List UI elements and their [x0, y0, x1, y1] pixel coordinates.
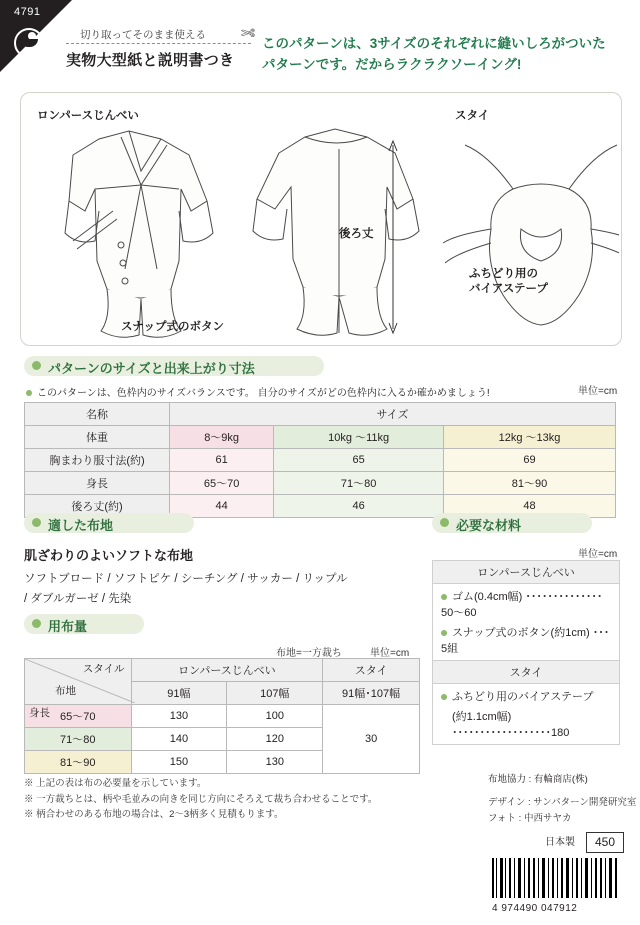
list-item: [433, 624, 619, 660]
cell: 8〜9kg: [170, 426, 274, 449]
material-text: ふちどり用のバイアステープ: [452, 691, 594, 703]
cut-banner-line2: 実物大型紙と説明書つき: [66, 52, 235, 69]
bib-label: スタイ: [455, 110, 490, 122]
yardage-table: [24, 658, 420, 774]
headline-line1: このパターンは、3サイズのそれぞれに縫いしろがついた: [262, 36, 606, 51]
headline-line2: パターンです。だからラクラクソーイング!: [262, 56, 522, 72]
back-length-label: 後ろ丈: [339, 228, 374, 240]
fabric-body: [24, 570, 348, 609]
fabric-body-line1: ソフトブロード / ソフトピケ / シーチング / サッカー / リップル: [24, 573, 348, 585]
size-th-size: サイズ: [170, 403, 616, 426]
credit-photo: フォト : 中西サヤカ: [488, 813, 572, 825]
yardage-section-title: 用布量: [48, 619, 88, 634]
size-unit: 単位=cm: [578, 386, 618, 397]
bias-tape-label-2: バイアステープ: [469, 283, 548, 295]
yardage-section-dot: [32, 619, 41, 628]
cell: 69: [444, 449, 616, 472]
cell: 65: [274, 449, 444, 472]
materials-section-title: 必要な材料: [456, 518, 522, 533]
fabric-section-dot: [32, 518, 41, 527]
size-note-text: このパターンは、色枠内のサイズバランスです。 自分のサイズがどの色枠内に入るか確かめましょう!: [37, 388, 490, 399]
price-badge: 450: [586, 832, 624, 853]
size-section-dot: [32, 361, 41, 370]
row-label: 71〜80: [25, 728, 132, 751]
yardage-col-romper: ロンパースじんべい: [131, 659, 323, 682]
footnotes: [24, 776, 444, 823]
yardage-subcol-107: 107幅: [227, 682, 323, 705]
credits: [488, 795, 636, 827]
row-label: 後ろ丈(約): [25, 495, 170, 518]
row-label: 65〜70: [25, 705, 132, 728]
yardage-subcol-bib: 91幅･107幅: [323, 682, 420, 705]
yardage-height-label: 身長: [29, 707, 50, 719]
materials-box: [432, 560, 620, 745]
barcode: [492, 858, 620, 906]
table-row: [25, 449, 616, 472]
list-bullet-icon: [441, 694, 447, 700]
table-row: [25, 426, 616, 449]
cell-bib-value: 30: [323, 705, 420, 774]
cell: 10kg 〜11kg: [274, 426, 444, 449]
row-label: 胸まわり服寸法(約): [25, 449, 170, 472]
table-row: [25, 472, 616, 495]
cell: 61: [170, 449, 274, 472]
illustration-panel: [20, 92, 622, 346]
dashed-cut-line: [66, 43, 251, 44]
fabric-section-title: 適した布地: [48, 518, 114, 533]
yardage-fabric-label: 布地: [55, 685, 76, 697]
cell: 130: [227, 751, 323, 774]
headline: [262, 34, 624, 76]
row-label: 身長: [25, 472, 170, 495]
cut-banner: [66, 24, 255, 80]
list-bullet-icon: [441, 630, 447, 636]
size-section-note: [26, 384, 490, 399]
garment-illustrations: [21, 93, 619, 343]
materials-group1-title: ロンパースじんべい: [433, 561, 619, 584]
bias-tape-label-1: ふちどり用の: [469, 268, 538, 280]
yardage-cut-note: 布地=一方裁ち: [276, 648, 342, 659]
yardage-style-label: スタイル: [82, 663, 125, 675]
fabric-subtitle: 肌ざわりのよいソフトな布地: [24, 548, 194, 563]
material-text: スナップ式のボタン(約1cm) ･･･ 5組: [441, 627, 610, 655]
made-in-label: 日本製: [545, 837, 575, 848]
cell: 150: [131, 751, 227, 774]
materials-group2-title: スタイ: [433, 660, 619, 684]
list-bullet-icon: [441, 594, 447, 600]
cell: 81〜90: [444, 472, 616, 495]
cell: 120: [227, 728, 323, 751]
list-item: [433, 684, 619, 708]
yardage-col-bib: スタイ: [323, 659, 420, 682]
yardage-unit: 単位=cm: [370, 648, 410, 659]
pattern-number: 4791: [14, 6, 41, 18]
footnote-1: ※ 上記の表は布の必要量を示しています。: [24, 778, 207, 789]
romper-label: ロンパースじんべい: [37, 110, 139, 122]
material-text: ゴム(0.4cm幅) ･･････････････ 50〜60: [441, 591, 603, 619]
note-bullet-icon: [26, 390, 32, 396]
row-label: 体重: [25, 426, 170, 449]
materials-section-dot: [440, 518, 449, 527]
brand-logo-icon: [14, 28, 44, 58]
table-row: [25, 705, 420, 728]
scissors-icon: ✄: [240, 24, 255, 43]
material-text: (約1.1cm幅) ･･････････････････180: [452, 711, 570, 739]
row-label: 81〜90: [25, 751, 132, 774]
snap-button-label: スナップ式のボタン: [121, 321, 225, 333]
yardage-subcol-91: 91幅: [131, 682, 227, 705]
cell: 130: [131, 705, 227, 728]
size-section-title: パターンのサイズと出来上がり寸法: [48, 361, 255, 376]
cut-banner-line1: 切り取ってそのまま使える: [76, 27, 210, 42]
table-row: [25, 659, 420, 682]
cell: 48: [444, 495, 616, 518]
list-item: [433, 584, 619, 624]
list-item: [433, 708, 619, 744]
barcode-bars: [492, 858, 620, 898]
cell: 71〜80: [274, 472, 444, 495]
barcode-number: 4 974490 047912: [492, 903, 578, 914]
cell: 140: [131, 728, 227, 751]
credit-design: デザイン : サンパターン開発研究室: [488, 797, 637, 808]
materials-unit: 単位=cm: [578, 549, 618, 560]
size-table: [24, 402, 616, 518]
cell: 46: [274, 495, 444, 518]
footnote-3: ※ 柄合わせのある布地の場合は、2〜3柄多く見積もります。: [24, 809, 284, 821]
table-row: [25, 403, 616, 426]
cell: 100: [227, 705, 323, 728]
fabric-body-line2: / ダブルガーゼ / 先染: [24, 592, 132, 605]
fabric-cooperation: 布地協力 : 有輪商店(株): [488, 774, 588, 785]
cell: 12kg 〜13kg: [444, 426, 616, 449]
cell: 44: [170, 495, 274, 518]
cell: 65〜70: [170, 472, 274, 495]
size-th-name: 名称: [25, 403, 170, 426]
footnote-2: ※ 一方裁ちとは、柄や毛並みの向きを同じ方向にそろえて裁ち合わせることです。: [24, 793, 378, 805]
